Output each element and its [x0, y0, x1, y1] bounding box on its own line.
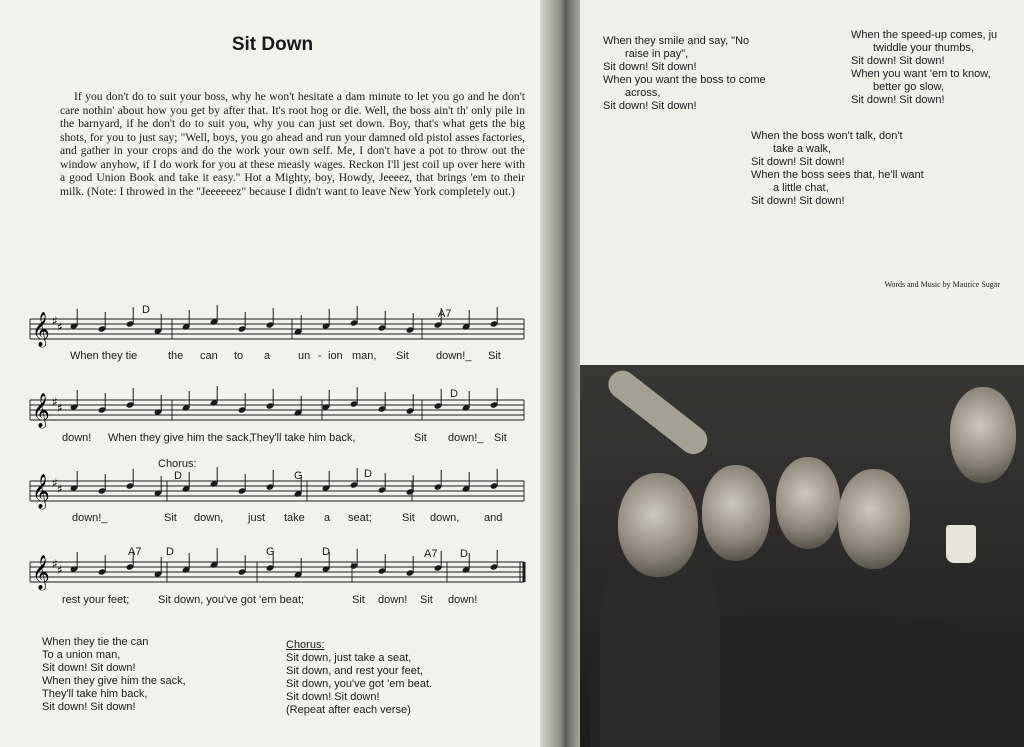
verse-line: take a walk, — [773, 143, 832, 155]
verse-line: Sit down! Sit down! — [851, 94, 945, 106]
lyric-syllable: seat; — [348, 512, 372, 524]
sharp-icon: ♯ — [52, 476, 58, 490]
verse-line: Sit down! Sit down! — [851, 55, 945, 67]
chord-label: D — [322, 546, 330, 558]
sharp-icon: ♯ — [57, 320, 63, 334]
lyric-syllable: can — [200, 350, 218, 362]
intro-paragraph: If you don't do to suit your boss, why he won't hesitate a dam minute to let you go and he don't care nothin' about how you get by after that. It's root hog or die. Well, the boss ain't th' only pile in the barnyard, if he don't do to suit you, why you can just set down. Boy, that's what gets the big shots, for you to just say; "Well, boys, you go ahead and run your damned old pistol asses factories, and gather in your crops and do the work your own self. Me, I don't have a pot to throw out the window anyhow, if I do work for you at these measly wages. Reckon I'll jest coil up over here with a good Union Book and take it easy." Hot a Mighty, boy, Howdy, Jeeeez, that brings 'em to their milk. (Note: I throwed in the "Jeeeeeez" because I didn't want to leave New York completely out.) — [60, 90, 525, 198]
verse-line: When the speed-up comes, ju — [851, 29, 998, 41]
lyric-syllable: Sit — [420, 594, 433, 606]
verse-line: Sit down! Sit down! — [751, 195, 845, 207]
treble-clef-icon: 𝄞 — [32, 474, 50, 509]
verse-line: Sit down! Sit down! — [603, 100, 697, 112]
chord-label: A7 — [438, 308, 452, 320]
sheet-music — [22, 295, 532, 615]
verse-line: Sit down! Sit down! — [603, 61, 697, 73]
verse-line: across, — [625, 87, 661, 99]
verse-line: Sit down! Sit down! — [751, 156, 845, 168]
treble-clef-icon: 𝄞 — [32, 393, 50, 428]
lyric-syllable: Sit — [494, 432, 507, 444]
chorus-line: (Repeat after each verse) — [286, 704, 411, 716]
verse-line: a little chat, — [773, 182, 829, 194]
verse-line: When they give him the sack, — [42, 675, 186, 687]
chorus-line: Sit down, you've got 'em beat. — [286, 678, 433, 690]
sharp-icon: ♯ — [57, 563, 63, 577]
verse-2 — [603, 35, 766, 113]
lyric-syllable: Sit — [488, 350, 501, 362]
song-credit: Words and Music by Maurice Sugar — [884, 280, 1000, 289]
chorus-line: Sit down, and rest your feet, — [286, 665, 423, 677]
lyric-syllable: down, — [194, 512, 224, 524]
lyric-syllable: a — [324, 512, 331, 524]
verse-line: raise in pay", — [625, 48, 689, 60]
lyric-syllable: down!_ — [436, 350, 472, 362]
lyric-syllable: and — [484, 512, 503, 524]
lyric-syllable: just — [248, 512, 266, 524]
lyric-syllable: Sit — [352, 594, 365, 606]
verse-line: When you want 'em to know, — [851, 68, 991, 80]
chord-label: D — [364, 468, 372, 480]
lyric-syllable: take — [284, 512, 305, 524]
lyric-syllable: the — [168, 350, 184, 362]
chorus-label: Chorus: — [158, 458, 197, 470]
sharp-icon: ♯ — [57, 482, 63, 496]
chord-label: G — [294, 470, 303, 482]
chord-label: D — [450, 388, 458, 400]
lyric-syllable: When they give him the sack, — [108, 432, 252, 444]
verse-line: When you want the boss to come — [603, 74, 766, 86]
lyric-syllable: down!_ — [448, 432, 484, 444]
chorus-heading: Chorus: — [286, 639, 325, 651]
verse-line: twiddle your thumbs, — [873, 42, 974, 54]
sharp-icon: ♯ — [52, 395, 58, 409]
lyric-syllable: Sit — [396, 350, 409, 362]
lyric-syllable: a — [264, 350, 271, 362]
chorus-line: Sit down! Sit down! — [286, 691, 380, 703]
chorus-block — [286, 639, 432, 717]
lyric-syllable: man, — [352, 350, 377, 362]
lyric-syllable: rest your feet; — [62, 594, 130, 606]
lyric-syllable: When they tie — [70, 350, 138, 362]
lyric-syllable: un — [298, 350, 311, 362]
treble-clef-icon: 𝄞 — [32, 312, 50, 347]
chorus-line: Sit down, just take a seat, — [286, 652, 412, 664]
lyric-syllable: down! — [62, 432, 92, 444]
verse-line: When they smile and say, "No — [603, 35, 750, 47]
verse-line: When the boss won't talk, don't — [751, 130, 903, 142]
lyric-syllable: to — [234, 350, 244, 362]
chord-label: A7 — [128, 546, 142, 558]
verse-line: To a union man, — [42, 649, 121, 661]
photo-sitdown-strikers — [580, 365, 1024, 747]
verse-1 — [42, 636, 186, 714]
chord-label: D — [174, 470, 182, 482]
verse-line: When they tie the can — [42, 636, 149, 648]
lyric-syllable: - — [318, 350, 322, 362]
sharp-icon: ♯ — [57, 401, 63, 415]
verse-line: better go slow, — [873, 81, 944, 93]
lyric-syllable: down! — [378, 594, 408, 606]
lyric-syllable: down! — [448, 594, 478, 606]
sharp-icon: ♯ — [52, 557, 58, 571]
verse-line: They'll take him back, — [42, 688, 148, 700]
chord-label: D — [142, 304, 150, 316]
lyric-syllable: Sit — [402, 512, 415, 524]
verse-line: Sit down! Sit down! — [42, 662, 136, 674]
lyric-syllable: down!_ — [72, 512, 108, 524]
lyric-syllable: Sit down, you've got 'em beat; — [158, 594, 305, 606]
chord-label: G — [266, 546, 275, 558]
verse-4 — [751, 130, 924, 208]
song-title: Sit Down — [231, 34, 314, 55]
chord-label: A7 — [424, 548, 438, 560]
sharp-icon: ♯ — [52, 314, 58, 328]
chord-label: D — [166, 546, 174, 558]
treble-clef-icon: 𝄞 — [32, 555, 50, 590]
verse-line: Sit down! Sit down! — [42, 701, 136, 713]
lyric-syllable: ion — [328, 350, 343, 362]
lyric-syllable: down, — [430, 512, 460, 524]
lyric-syllable: Sit — [164, 512, 177, 524]
lyric-syllable: Sit — [414, 432, 427, 444]
lyric-syllable: They'll take him back, — [250, 432, 356, 444]
verse-3 — [851, 29, 1024, 107]
verse-line: When the boss sees that, he'll want — [751, 169, 924, 181]
chord-label: D — [460, 548, 468, 560]
